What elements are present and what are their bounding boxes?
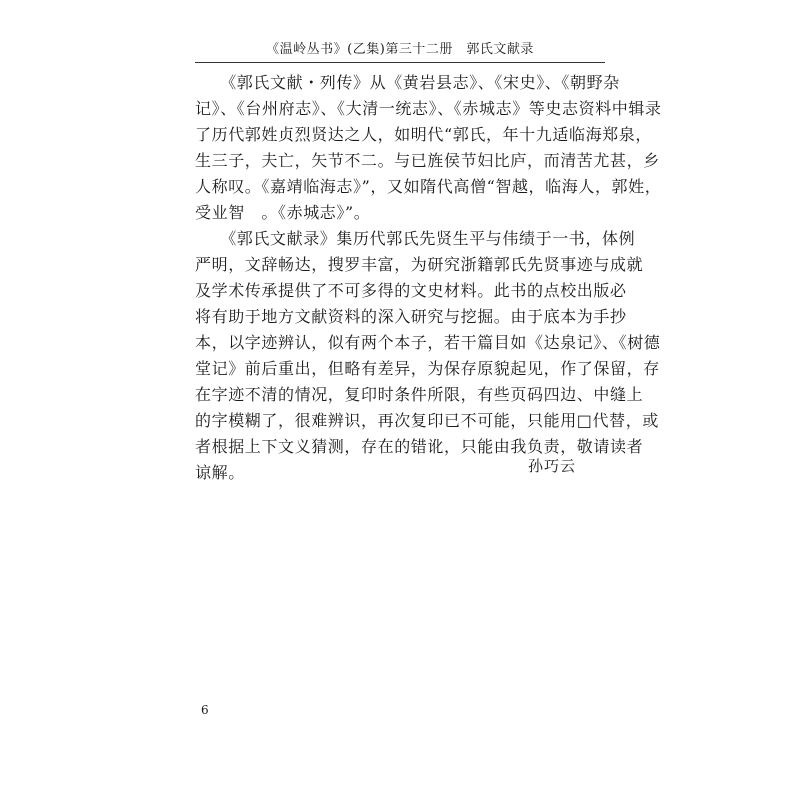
text-line: 本，以字迹辨认，似有两个本子，若干篇目如《达泉记》、《树德 [195, 333, 661, 352]
running-header: 《温岭丛书》(乙集)第三十二册 郭氏文献录 [266, 42, 534, 57]
text-line: 《郭氏文献录》集历代郭氏先贤生平与伟绩于一书，体例 [195, 229, 636, 248]
text-line: 受业智 。《赤城志》”。 [195, 203, 371, 222]
text-line: 将有助于地方文献资料的深入研究与挖掘。由于底本为手抄 [195, 307, 627, 326]
page-number: 6 [201, 703, 209, 717]
text-line: 及学术传承提供了不可多得的文史材料。此书的点校出版必 [195, 281, 627, 300]
body-text [195, 70, 662, 486]
text-line: 《郭氏文献・列传》从《黄岩县志》、《宋史》、《朝野杂 [195, 73, 620, 92]
text-line: 的字模糊了，很难辨识，再次复印已不可能，只能用□代替，或 [195, 411, 659, 430]
text-line: 者根据上下文义猜测，存在的错讹，只能由我负责，敬请读者 [195, 437, 644, 456]
header-rule [195, 62, 605, 63]
text-line: 谅解。 [195, 463, 245, 482]
text-line: 记》、《台州府志》、《大清一统志》、《赤城志》等史志资料中辑录 [195, 99, 662, 118]
text-line: 堂记》前后重出，但略有差异，为保存原貌起见，作了保留，存 [195, 359, 660, 378]
text-line: 人称叹。《嘉靖临海志》”，又如隋代高僧“智越，临海人，郭姓， [195, 177, 662, 196]
text-line: 在字迹不清的情况，复印时条件所限，有些页码四边、中缝上 [195, 385, 644, 404]
text-line: 严明，文辞畅达，搜罗丰富，为研究浙籍郭氏先贤事迹与成就 [195, 255, 644, 274]
author-signature: 孙巧云 [528, 457, 577, 475]
text-line: 生三子，夫亡，矢节不二。与已旌侯节妇比庐，而清苦尤甚，乡 [195, 151, 660, 170]
text-line: 了历代郭姓贞烈贤达之人，如明代“郭氏，年十九适临海郑泉， [195, 125, 652, 144]
